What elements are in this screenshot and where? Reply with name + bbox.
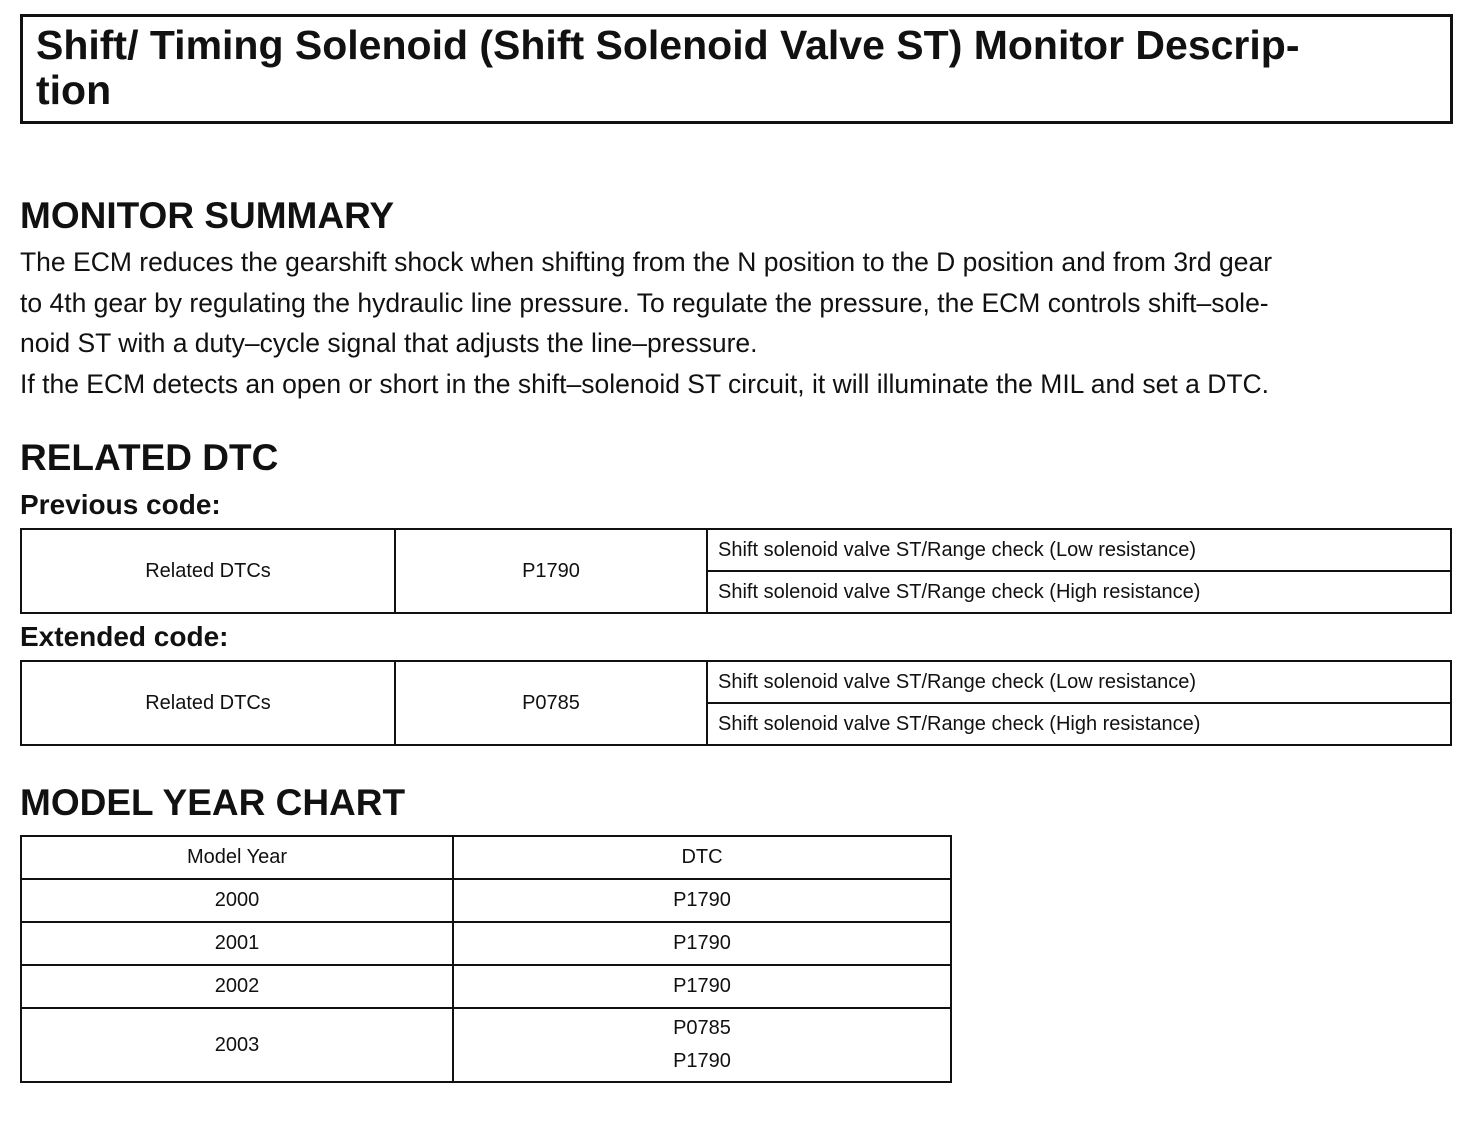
model-year-cell: 2003 (21, 1008, 453, 1082)
dtc-description-cell: Shift solenoid valve ST/Range check (Low resistance) (707, 661, 1451, 703)
column-header-model-year: Model Year (21, 836, 453, 879)
related-dtcs-cell: Related DTCs (21, 529, 395, 613)
page-title-line-2: tion (36, 67, 112, 113)
page-title-line-1: Shift/ Timing Solenoid (Shift Solenoid Valve ST) Monitor Descrip- (36, 22, 1300, 68)
dtc-cell: P1790 (453, 965, 951, 1008)
summary-line: The ECM reduces the gearshift shock when shifting from the N position to the D position and from 3rd gear (20, 247, 1273, 277)
page-title (20, 14, 1453, 124)
previous-code-label: Previous code: (20, 489, 221, 520)
table-row (21, 1008, 951, 1082)
extended-code-table (20, 660, 1452, 746)
related-dtc-heading: RELATED DTC (20, 437, 279, 478)
column-header-dtc: DTC (453, 836, 951, 879)
dtc-code-cell: P0785 (395, 661, 707, 745)
summary-line: If the ECM detects an open or short in the shift–solenoid ST circuit, it will illuminate the MIL and set a DTC. (20, 368, 1270, 399)
dtc-code: P0785 (673, 1017, 731, 1039)
document-page (20, 14, 1452, 1083)
table-row (21, 879, 951, 922)
dtc-description-cell: Shift solenoid valve ST/Range check (High resistance) (707, 703, 1451, 745)
table-header-row (21, 836, 951, 879)
monitor-summary-text (20, 242, 1452, 404)
dtc-cell (453, 1008, 951, 1082)
model-year-cell: 2000 (21, 879, 453, 922)
summary-line: noid ST with a duty–cycle signal that adjusts the line–pressure. (20, 328, 758, 358)
extended-code-label: Extended code: (20, 621, 229, 652)
dtc-code-cell: P1790 (395, 529, 707, 613)
model-year-chart-heading: MODEL YEAR CHART (20, 782, 406, 823)
dtc-cell: P1790 (453, 879, 951, 922)
dtc-description-cell: Shift solenoid valve ST/Range check (High resistance) (707, 571, 1451, 613)
previous-code-table (20, 528, 1452, 614)
monitor-summary-heading: MONITOR SUMMARY (20, 195, 395, 236)
dtc-code: P1790 (673, 1050, 731, 1072)
table-row (21, 922, 951, 965)
dtc-cell: P1790 (453, 922, 951, 965)
table-row (21, 529, 1451, 571)
related-dtcs-cell: Related DTCs (21, 661, 395, 745)
model-year-cell: 2002 (21, 965, 453, 1008)
model-year-cell: 2001 (21, 922, 453, 965)
table-row (21, 661, 1451, 703)
summary-line: to 4th gear by regulating the hydraulic line pressure. To regulate the pressure, the ECM controls shift–sole- (20, 287, 1269, 318)
dtc-description-cell: Shift solenoid valve ST/Range check (Low resistance) (707, 529, 1451, 571)
model-year-table (20, 835, 952, 1083)
table-row (21, 965, 951, 1008)
